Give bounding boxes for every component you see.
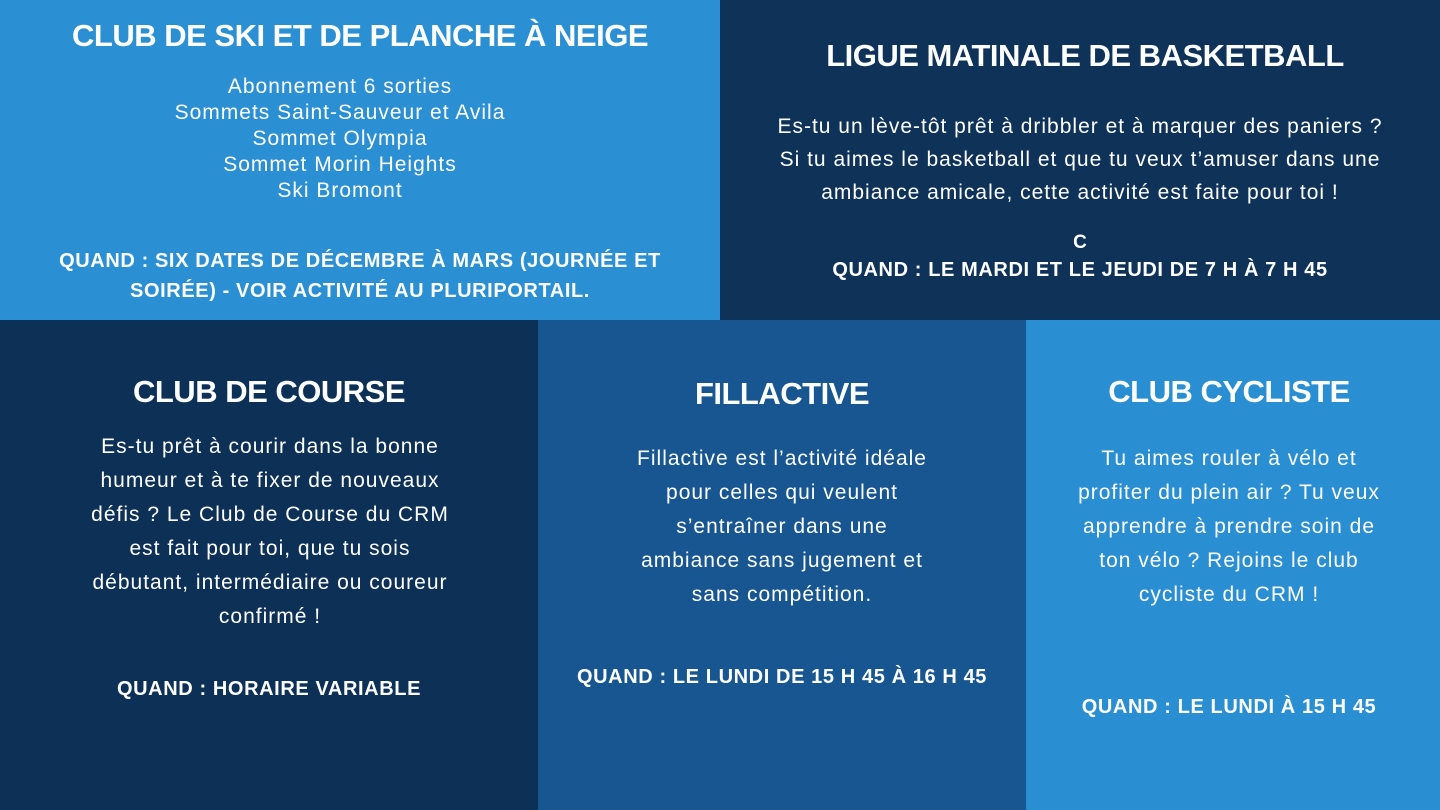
ski-club-line: Sommet Olympia — [252, 127, 428, 150]
running-line: confirmé ! — [218, 605, 322, 628]
basketball-line: Es-tu un lève-tôt prêt à dribbler et à marquer des paniers ? — [777, 115, 1383, 138]
fillactive-line: Fillactive est l’activité idéale — [637, 447, 927, 470]
fillactive-panel — [538, 320, 1026, 810]
ski-club-title: CLUB DE SKI ET DE PLANCHE À NEIGE — [72, 18, 648, 53]
ski-club-line: Ski Bromont — [277, 179, 403, 202]
ski-club-line: Sommets Saint-Sauveur et Avila — [174, 101, 506, 124]
ski-club-line: Abonnement 6 sorties — [227, 75, 453, 98]
fillactive-line: pour celles qui veulent — [666, 481, 898, 504]
ski-club-panel — [0, 0, 720, 320]
cycling-line: cycliste du CRM ! — [1138, 583, 1320, 606]
running-club-title: CLUB DE COURSE — [132, 374, 405, 409]
cycling-club-description — [1056, 442, 1402, 612]
cycling-club-schedule: QUAND : LE LUNDI À 15 H 45 — [1081, 696, 1377, 718]
basketball-league-schedule: QUAND : LE MARDI ET LE JEUDI DE 7 H À 7 H 45 — [832, 259, 1328, 281]
ski-club-description — [0, 74, 680, 204]
basketball-stray-letter: C — [1073, 232, 1087, 253]
basketball-line: Si tu aimes le basketball et que tu veux t’amuser dans une — [779, 148, 1381, 171]
cycling-line: profiter du plein air ? Tu veux — [1078, 481, 1380, 504]
fillactive-line: ambiance sans jugement et — [641, 549, 923, 572]
ski-club-schedule-line: QUAND : SIX DATES DE DÉCEMBRE À MARS (JOURNÉE ET — [59, 250, 661, 272]
cycling-club-title: CLUB CYCLISTE — [1108, 374, 1350, 409]
basketball-league-title: LIGUE MATINALE DE BASKETBALL — [826, 38, 1344, 73]
basketball-league-description — [720, 110, 1440, 209]
fillactive-line: sans compétition. — [691, 583, 873, 606]
fillactive-line: s’entraîner dans une — [676, 515, 888, 538]
cycling-club-panel — [1026, 320, 1440, 810]
ski-club-schedule — [20, 246, 700, 306]
ski-club-schedule-line: SOIRÉE) - VOIR ACTIVITÉ AU PLURIPORTAIL. — [130, 280, 590, 302]
cycling-line: ton vélo ? Rejoins le club — [1099, 549, 1359, 572]
fillactive-title: FILLACTIVE — [694, 376, 870, 411]
running-line: Es-tu prêt à courir dans la bonne — [101, 435, 439, 458]
cycling-line: apprendre à prendre soin de — [1082, 515, 1376, 538]
fillactive-description — [602, 442, 962, 612]
running-line: défis ? Le Club de Course du CRM — [91, 503, 449, 526]
running-club-schedule: QUAND : HORAIRE VARIABLE — [116, 678, 422, 700]
fillactive-schedule: QUAND : LE LUNDI DE 15 H 45 À 16 H 45 — [576, 666, 988, 688]
basketball-league-panel — [720, 0, 1440, 320]
basketball-line: ambiance amicale, cette activité est faite pour toi ! — [821, 181, 1339, 204]
running-line: débutant, intermédiaire ou coureur — [92, 571, 448, 594]
ski-club-line: Sommet Morin Heights — [223, 153, 457, 176]
running-club-panel — [0, 320, 538, 810]
cycling-line: Tu aimes rouler à vélo et — [1101, 447, 1357, 470]
running-line: est fait pour toi, que tu sois — [129, 537, 411, 560]
running-line: humeur et à te fixer de nouveaux — [100, 469, 440, 492]
running-club-description — [50, 430, 490, 634]
